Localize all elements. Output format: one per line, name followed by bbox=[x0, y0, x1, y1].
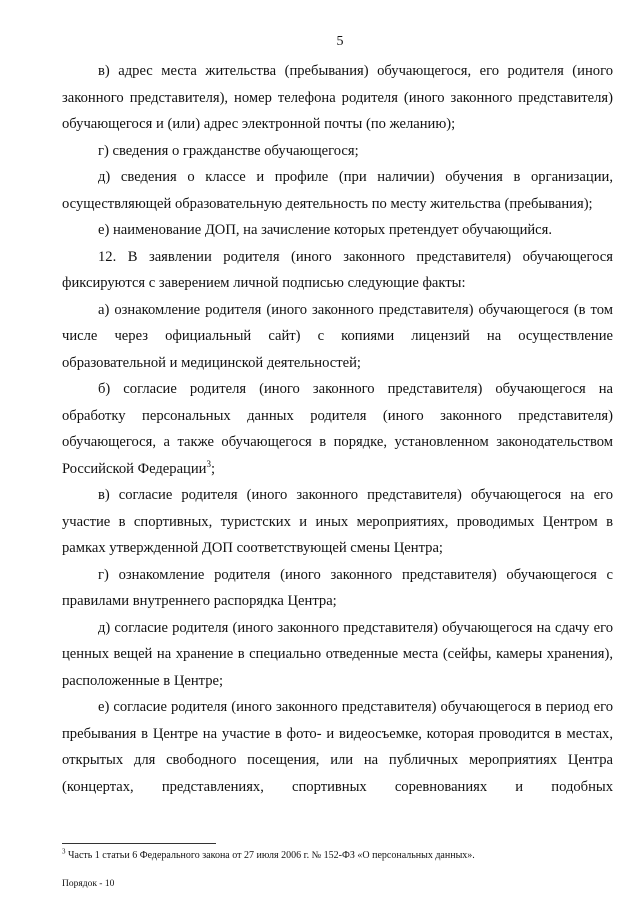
footnote-text: Часть 1 статьи 6 Федерального закона от 27 июля 2006 г. № 152-ФЗ «О персональных данных». bbox=[65, 850, 475, 861]
paragraph-item-g-citizenship: г) сведения о гражданстве обучающегося; bbox=[98, 142, 359, 159]
paragraph-item-g-internal-rules: г) ознакомление родителя (иного законного представителя) обучающегося с правилами внутреннего распорядка Центра; bbox=[62, 566, 613, 609]
paragraph-item-d-class-profile: д) сведения о классе и профиле (при наличии) обучения в организации, осуществляющей образовательную деятельность по месту жительства (пребывания); bbox=[62, 169, 613, 212]
paragraph-item-e-dop-name: е) наименование ДОП, на зачисление которых претендует обучающийся. bbox=[98, 222, 553, 238]
paragraph-item-v-address: в) адрес места жительства (пребывания) обучающегося, его родителя (иного законного представителя), номер телефона родителя (иного законного представителя) обучающегося и (или) адрес электронной почты (по желанию); bbox=[62, 63, 613, 132]
paragraph-clause-12: 12. В заявлении родителя (иного законного представителя) обучающегося фиксируются с заверением личной подписью следующие факты: bbox=[62, 248, 613, 291]
paragraph-item-d-valuables: д) согласие родителя (иного законного представителя) обучающегося на сдачу его ценных вещей на хранение в специально отведенные места (сейфы, камеры хранения), расположенные в Центре; bbox=[62, 619, 613, 689]
paragraph-item-a-licenses: а) ознакомление родителя (иного законного представителя) обучающегося (в том числе через официальный сайт) с копиями лицензий на осуществление образовательной и медицинской деятельностей; bbox=[62, 301, 613, 371]
paragraph-item-b-text: б) согласие родителя (иного законного представителя) обучающегося на обработку персональных данных родителя (иного законного представителя) обучающегося, а также обучающегося в порядке, установленном законодательством Российской Федерации bbox=[62, 381, 613, 477]
footnote-separator bbox=[62, 843, 216, 844]
paragraph-item-v-activities: в) согласие родителя (иного законного представителя) обучающегося на его участие в спортивных, туристских и иных мероприятиях, проводимых Центром в рамках утвержденной ДОП соответствующей смены Центра; bbox=[62, 487, 613, 556]
footnote bbox=[62, 849, 612, 863]
footnote-reference: 3 bbox=[206, 458, 211, 469]
page-number: 5 bbox=[336, 34, 344, 49]
paragraph-item-b-personal-data bbox=[62, 376, 613, 482]
paragraph-item-b-tail: ; bbox=[211, 460, 216, 477]
paragraph-item-e-photo-video: е) согласие родителя (иного законного представителя) обучающегося в период его пребывания в Центре на участие в фото- и видеосъемке, которая проводится в местах, открытых для свободного посещения, или на публичных мероприятиях Центра (концертах, представлениях, спортивных соревнованиях и подобных bbox=[62, 699, 613, 795]
body-text bbox=[62, 58, 613, 800]
footer-document-code: Порядок - 10 bbox=[62, 879, 115, 889]
footnote-marker: 3 bbox=[62, 847, 66, 856]
